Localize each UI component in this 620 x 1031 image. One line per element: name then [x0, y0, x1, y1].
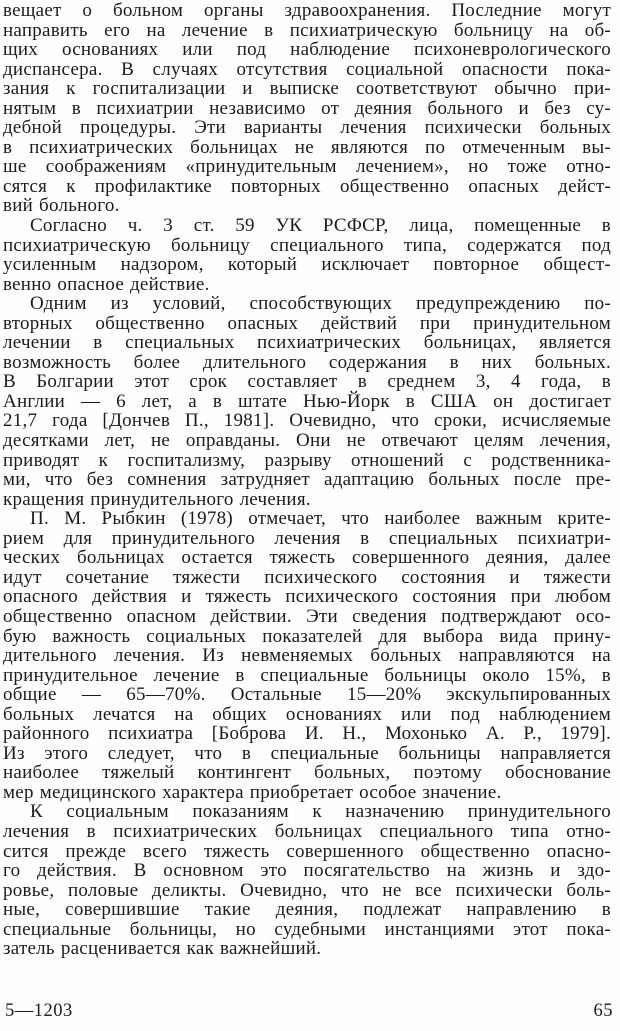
- text-line: направить его на лечение в психиатрическую больницу на об-: [3, 19, 611, 41]
- page-number: 65: [593, 1001, 613, 1021]
- print-signature: 5—1203: [5, 1001, 73, 1021]
- text-line: нятым в психиатрии независимо от деяния больного и без су-: [3, 97, 611, 119]
- text-line: психиатрическую больницу специального типа, содержатся под: [3, 234, 611, 256]
- text-body: [3, 1, 611, 959]
- text-line: ческих больницах остается тяжесть совершенного деяния, далее: [3, 547, 611, 569]
- text-line: дебной процедуры. Эти варианты лечения психически больных: [3, 117, 611, 139]
- text-line: лечении в специальных психиатрических больницах, является: [3, 332, 611, 354]
- text-line: зания к госпитализации и выписке соответствуют обычно при-: [3, 78, 611, 100]
- text-line: возможность более длительного содержания в них больных.: [3, 351, 611, 373]
- text-line: идут сочетание тяжести психического состояния и тяжести: [3, 566, 611, 588]
- page-footer: [5, 1001, 613, 1022]
- text-line: сятся к профилактике повторных общественно опасных дейст-: [3, 175, 611, 197]
- text-line: общественно опасном действии. Эти сведения подтверждают осо-: [3, 605, 611, 627]
- text-line: лечения в психиатрических больницах специального типа отно-: [3, 820, 611, 842]
- text-line: специальные больницы, но судебными инстанциями этот пока-: [3, 918, 611, 940]
- text-line: вещает о больном органы здравоохранения. Последние могут: [3, 0, 611, 21]
- text-line: рием для принудительного лечения в специальных психиатри-: [3, 527, 611, 549]
- text-line: вий больного.: [3, 195, 120, 217]
- paragraph: [3, 1, 611, 216]
- text-line: ровье, половые деликты. Очевидно, что не все психически боль-: [3, 879, 611, 901]
- text-line: сится прежде всего тяжесть совершенного общественно опасно-: [3, 840, 611, 862]
- text-line: опасного действия и тяжесть психического состояния при любом: [3, 586, 611, 608]
- text-line: ные, совершившие такие деяния, подлежат направлению в: [3, 899, 611, 921]
- text-line: десятками лет, не оправданы. Они не отвечают целям лечения,: [3, 430, 611, 452]
- text-line: усиленным надзором, который исключает повторное общест-: [3, 254, 611, 276]
- text-line: мер медицинского характера приобретает особое значение.: [3, 781, 502, 803]
- paragraph: [3, 294, 611, 509]
- text-line: го действия. В основном это посягательство на жизнь и здо-: [3, 860, 611, 882]
- text-line: 21,7 года [Дончев П., 1981]. Очевидно, что сроки, исчисляемые: [3, 410, 611, 432]
- paragraph: [3, 802, 611, 958]
- text-line: В Болгарии этот срок составляет в среднем 3, 4 года, в: [3, 371, 611, 393]
- text-line: Англии — 6 лет, а в штате Нью-Йорк в США он достигает: [3, 390, 611, 412]
- text-line: щих основаниях или под наблюдение психоневрологического: [3, 39, 611, 61]
- text-line: Одним из условий, способствующих предупреждению по-: [30, 293, 611, 315]
- text-line: больных лечатся на общих основаниях или под наблюдением: [3, 703, 611, 725]
- text-line: в психиатрических больницах не являются по отмеченным вы-: [3, 136, 611, 158]
- text-line: приводят к госпитализму, разрыву отношений с родственника-: [3, 449, 611, 471]
- text-line: дительного лечения. Из невменяемых больных направляются на: [3, 645, 611, 667]
- paragraph: [3, 509, 611, 802]
- text-line: П. М. Рыбкин (1978) отмечает, что наиболее важным крите-: [30, 508, 611, 530]
- text-line: районного психиатра [Боброва И. Н., Мохонько А. Р., 1979].: [3, 723, 611, 745]
- text-line: Согласно ч. 3 ст. 59 УК РСФСР, лица, помещенные в: [30, 215, 611, 237]
- text-line: наиболее тяжелый контингент больных, поэтому обоснование: [3, 762, 611, 784]
- text-line: ше соображениям «принудительным лечением», но тоже отно-: [3, 156, 611, 178]
- text-line: диспансера. В случаях отсутствия социальной опасности пока-: [3, 58, 611, 80]
- text-line: К социальным показаниям к назначению принудительного: [30, 801, 611, 823]
- text-line: затель расценивается как важнейший.: [3, 938, 322, 960]
- text-line: принудительное лечение в специальные больницы около 15%, в: [3, 664, 611, 686]
- text-line: вторных общественно опасных действий при принудительном: [3, 312, 611, 334]
- text-line: кращения принудительного лечения.: [3, 488, 311, 510]
- paragraph: [3, 216, 611, 294]
- text-line: общие — 65—70%. Остальные 15—20% экскульпированных: [3, 684, 611, 706]
- text-line: Из этого следует, что в специальные больницы направляется: [3, 742, 611, 764]
- text-line: ми, что без сомнения затрудняет адаптацию больных после пре-: [3, 469, 611, 491]
- text-line: венно опасное действие.: [3, 273, 210, 295]
- text-line: бую важность социальных показателей для выбора вида прину-: [3, 625, 611, 647]
